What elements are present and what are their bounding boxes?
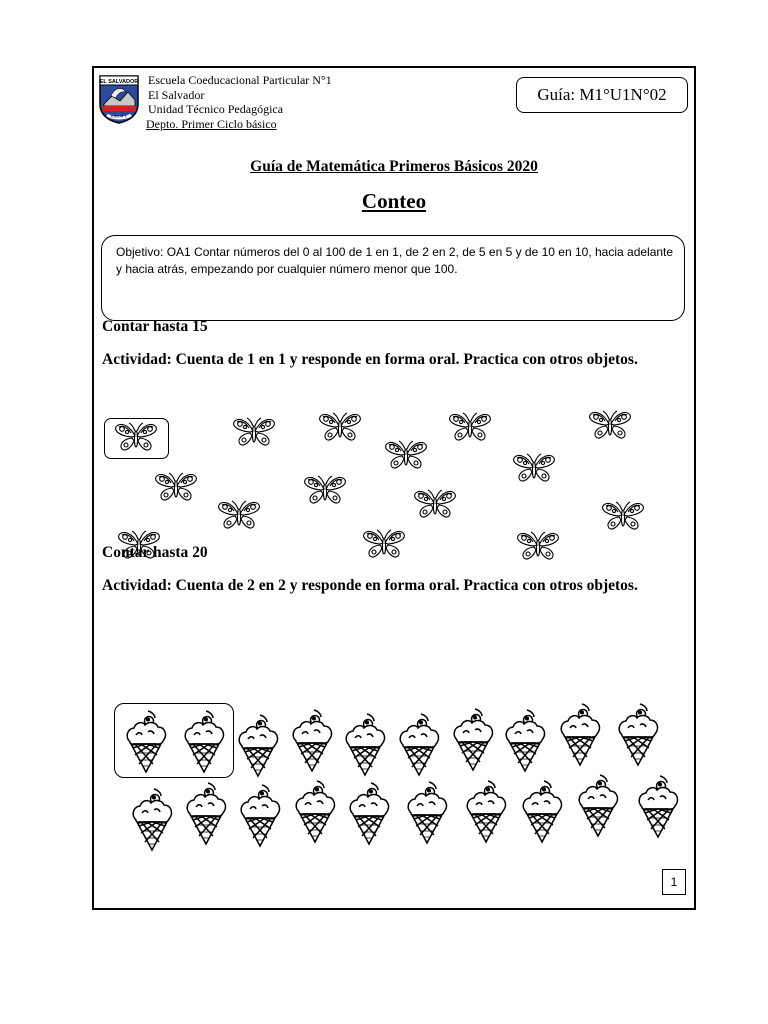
section-heading-count-15: Contar hasta 15 bbox=[102, 318, 208, 335]
ice-cream-cone-icon bbox=[341, 711, 389, 779]
objective-box bbox=[101, 235, 685, 321]
school-info bbox=[148, 73, 332, 131]
ice-cream-cone-icon bbox=[449, 706, 497, 774]
page-title: Guía de Matemática Primeros Básicos 2020 bbox=[250, 158, 538, 175]
ice-cream-cone-icon bbox=[501, 707, 549, 775]
butterfly-icon bbox=[447, 411, 493, 445]
ice-cream-cone-icon bbox=[122, 708, 170, 776]
page-subtitle: Conteo bbox=[361, 189, 427, 213]
butterfly-icon bbox=[412, 488, 458, 522]
ice-cream-cone-icon bbox=[236, 782, 284, 850]
butterfly-icon bbox=[231, 416, 277, 450]
butterfly-icon bbox=[361, 528, 407, 562]
butterfly-icon bbox=[317, 411, 363, 445]
butterfly-icon bbox=[216, 499, 262, 533]
school-name: Escuela Coeducacional Particular N°1 bbox=[148, 73, 332, 87]
butterfly-icon bbox=[587, 409, 633, 443]
svg-text:EL SALVADOR: EL SALVADOR bbox=[99, 79, 139, 85]
school-logo bbox=[98, 74, 140, 124]
activity-count-by-2: Actividad: Cuenta de 2 en 2 y responde en forma oral. Practica con otros objetos. bbox=[102, 577, 638, 594]
guide-code: Guía: M1°U1N°02 bbox=[537, 85, 667, 104]
ice-cream-cone-icon bbox=[462, 778, 510, 846]
guide-code-box bbox=[516, 77, 688, 113]
ice-cream-cone-icon bbox=[234, 712, 282, 780]
butterfly-icon bbox=[600, 500, 646, 534]
ice-cream-cone-icon bbox=[518, 778, 566, 846]
ice-cream-cone-icon bbox=[634, 773, 682, 841]
butterfly-icon bbox=[113, 421, 159, 455]
ice-cream-cone-icon bbox=[291, 778, 339, 846]
page-number-box bbox=[662, 869, 686, 895]
ice-cream-cone-icon bbox=[288, 707, 336, 775]
school-department: Depto. Primer Ciclo básico bbox=[146, 116, 277, 131]
butterfly-icon bbox=[302, 474, 348, 508]
butterfly-icon bbox=[153, 471, 199, 505]
ice-cream-cone-icon bbox=[574, 772, 622, 840]
ice-cream-cone-icon bbox=[614, 701, 662, 769]
page-number: 1 bbox=[670, 875, 678, 889]
svg-text:ESC N°1: ESC N°1 bbox=[110, 113, 128, 119]
ice-cream-cone-icon bbox=[182, 780, 230, 848]
ice-cream-cone-icon bbox=[128, 786, 176, 854]
ice-cream-cone-icon bbox=[395, 711, 443, 779]
activity-count-by-1: Actividad: Cuenta de 1 en 1 y responde en forma oral. Practica con otros objetos. bbox=[102, 351, 638, 368]
ice-cream-cone-icon bbox=[556, 701, 604, 769]
section-heading-count-20: Contar hasta 20 bbox=[102, 544, 208, 561]
objective-text: Objetivo: OA1 Contar números del 0 al 100 de 1 en 1, de 2 en 2, de 5 en 5 y de 10 en 10, hacia adelante y hacia atrás, empezando por cualquier número menor que 100. bbox=[116, 245, 674, 276]
ice-cream-cone-icon bbox=[345, 780, 393, 848]
ice-cream-cone-icon bbox=[403, 779, 451, 847]
ice-cream-cone-icon bbox=[180, 708, 228, 776]
butterfly-icon bbox=[515, 530, 561, 564]
butterfly-icon bbox=[383, 439, 429, 473]
school-location: El Salvador bbox=[148, 87, 205, 102]
school-unit: Unidad Técnico Pedagógica bbox=[148, 102, 284, 116]
butterfly-icon bbox=[511, 452, 557, 486]
butterfly-icon bbox=[116, 529, 162, 563]
